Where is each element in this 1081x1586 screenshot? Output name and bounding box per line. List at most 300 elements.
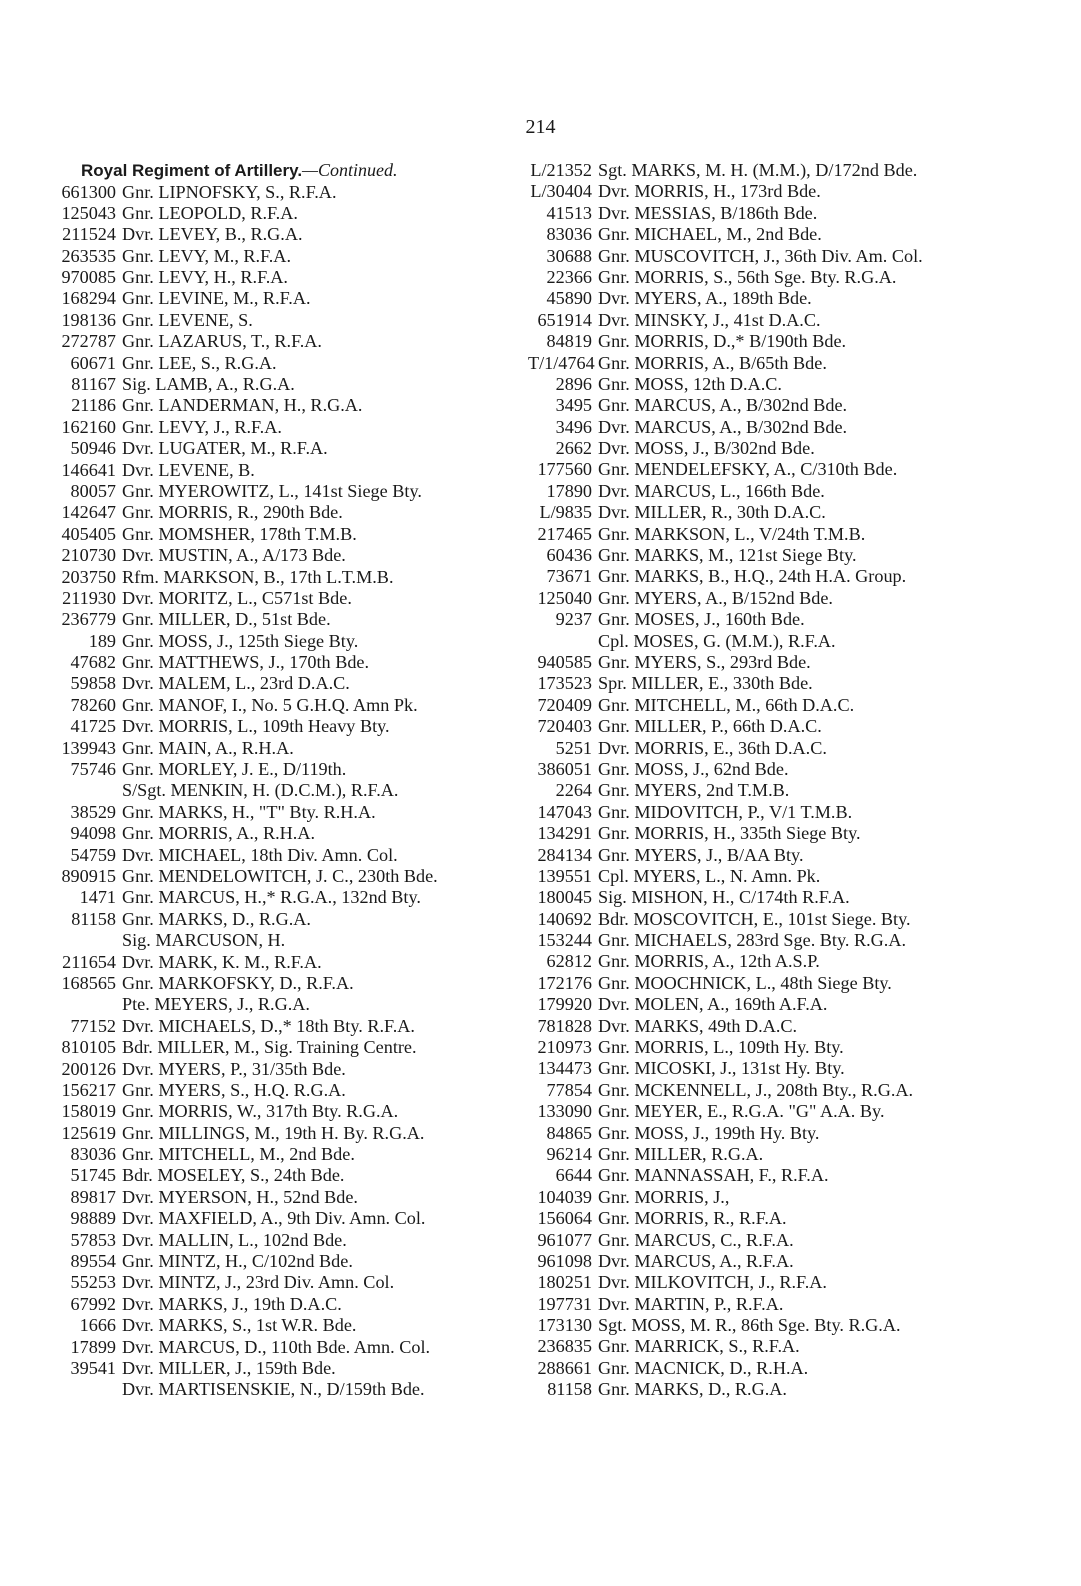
entry-row (38, 759, 528, 780)
entry-row (528, 459, 1028, 480)
entry-row (38, 246, 528, 267)
soldier-entry: Dvr. MILLER, R., 30th D.A.C. (598, 502, 826, 523)
section-heading (38, 160, 528, 182)
service-number: 288661 (537, 1357, 592, 1378)
soldier-entry: Gnr. MOOCHNICK, L., 48th Siege Bty. (598, 972, 892, 993)
entry-row (38, 438, 528, 459)
service-number: 203750 (61, 566, 116, 587)
entry-row (38, 1315, 528, 1336)
entry-row (38, 1272, 528, 1293)
soldier-entry: Gnr. MEYER, E., R.G.A. "G" A.A. By. (598, 1101, 885, 1122)
service-number: 810105 (61, 1037, 116, 1058)
soldier-entry: Dvr. MINTZ, J., 23rd Div. Amn. Col. (122, 1272, 395, 1293)
entry-row (528, 887, 1028, 908)
entry-row (528, 246, 1028, 267)
service-number: 89554 (70, 1251, 116, 1272)
soldier-entry: Gnr. MICHAEL, M., 2nd Bde. (598, 224, 822, 245)
entry-row (528, 524, 1028, 545)
soldier-entry: Gnr. MILLER, D., 51st Bde. (122, 609, 331, 630)
service-number: 54759 (70, 844, 116, 865)
service-number: 59858 (70, 673, 116, 694)
entry-row (38, 353, 528, 374)
soldier-entry: Gnr. MORRIS, W., 317th Bty. R.G.A. (122, 1101, 399, 1122)
entry-row (528, 1358, 1028, 1379)
entry-row (38, 395, 528, 416)
soldier-entry: Dvr. MILKOVITCH, J., R.F.A. (598, 1272, 827, 1293)
soldier-entry: Rfm. MARKSON, B., 17th L.T.M.B. (122, 566, 394, 587)
service-number: 153244 (537, 930, 592, 951)
page-number: 214 (525, 116, 556, 138)
entry-row (38, 652, 528, 673)
service-number: 177560 (537, 459, 592, 480)
soldier-entry: Dvr. MORITZ, L., C571st Bde. (122, 587, 352, 608)
service-number: 73671 (546, 566, 592, 587)
entry-row (38, 374, 528, 395)
soldier-entry: Gnr. MYERS, 2nd T.M.B. (598, 780, 790, 801)
entry-row (38, 267, 528, 288)
entry-row (38, 909, 528, 930)
service-number: 210730 (61, 545, 116, 566)
service-number: 60671 (70, 352, 116, 373)
section-heading-title: Royal Regiment of Artillery. (81, 161, 303, 180)
entry-row (528, 973, 1028, 994)
service-number (38, 1379, 122, 1400)
entry-row (528, 759, 1028, 780)
section-heading-continued: —Continued. (302, 160, 398, 180)
entry-row (38, 631, 528, 652)
soldier-entry: Gnr. MAIN, A., R.H.A. (122, 737, 294, 758)
entry-row (38, 802, 528, 823)
soldier-entry: Gnr. MYEROWITZ, L., 141st Siege Bty. (122, 480, 422, 501)
service-number: 405405 (61, 523, 116, 544)
entry-row (528, 909, 1028, 930)
service-number: 236779 (61, 609, 116, 630)
entry-row (528, 951, 1028, 972)
soldier-entry: Bdr. MOSCOVITCH, E., 101st Siege. Bty. (598, 908, 911, 929)
entry-row (38, 203, 528, 224)
entry-row (38, 224, 528, 245)
service-number: 386051 (537, 758, 592, 779)
service-number: 189 (88, 630, 116, 651)
service-number (528, 631, 598, 652)
service-number: 1666 (79, 1315, 116, 1336)
soldier-entry: Pte. MEYERS, J., R.G.A. (122, 994, 310, 1015)
soldier-entry: Gnr. MORRIS, A., 12th A.S.P. (598, 951, 820, 972)
service-number: 84819 (546, 331, 592, 352)
service-number: 140692 (537, 908, 592, 929)
entry-row (528, 310, 1028, 331)
entry-row (38, 1080, 528, 1101)
entry-row (38, 738, 528, 759)
service-number: 168565 (61, 972, 116, 993)
entry-row (38, 524, 528, 545)
soldier-entry: Gnr. LANDERMAN, H., R.G.A. (122, 395, 363, 416)
entry-row (38, 973, 528, 994)
soldier-entry: Gnr. MINTZ, H., C/102nd Bde. (122, 1251, 353, 1272)
soldier-entry: Gnr. LEVENE, S. (122, 309, 253, 330)
soldier-entry: Gnr. MARKS, D., R.G.A. (122, 908, 311, 929)
entry-row (528, 1037, 1028, 1058)
service-number: 217465 (537, 523, 592, 544)
service-number: 210973 (537, 1037, 592, 1058)
soldier-entry: Gnr. MORLEY, J. E., D/119th. (122, 759, 347, 780)
soldier-entry: Gnr. MOSS, J., 62nd Bde. (598, 758, 789, 779)
service-number: 146641 (61, 459, 116, 480)
service-number: 81167 (71, 374, 116, 395)
service-number: 89817 (70, 1186, 116, 1207)
service-number: 57853 (70, 1229, 116, 1250)
entry-row (528, 994, 1028, 1015)
entry-row (528, 1123, 1028, 1144)
soldier-entry: Dvr. MORRIS, L., 109th Heavy Bty. (122, 716, 390, 737)
service-number: 55253 (70, 1272, 116, 1293)
soldier-entry: Gnr. MITCHELL, M., 66th D.A.C. (598, 694, 855, 715)
soldier-entry: Gnr. MORRIS, A., B/65th Bde. (598, 352, 827, 373)
entry-row (528, 631, 1028, 652)
entry-row (38, 695, 528, 716)
soldier-entry: Gnr. MYERS, S., 293rd Bde. (598, 651, 811, 672)
right-entry-list (528, 160, 1028, 1401)
entry-row (38, 1294, 528, 1315)
soldier-entry: Gnr. MYERS, S., H.Q. R.G.A. (122, 1079, 346, 1100)
service-number: L/9835 (539, 502, 592, 523)
entry-row (528, 224, 1028, 245)
service-number: 198136 (61, 309, 116, 330)
entry-row (38, 673, 528, 694)
soldier-entry: Dvr. MORRIS, H., 173rd Bde. (598, 181, 821, 202)
entry-row (38, 1337, 528, 1358)
entry-row (38, 1208, 528, 1229)
soldier-entry: Gnr. LIPNOFSKY, S., R.F.A. (122, 181, 337, 202)
service-number: 147043 (537, 801, 592, 822)
entry-row (528, 1058, 1028, 1079)
soldier-entry: Gnr. MUSCOVITCH, J., 36th Div. Am. Col. (598, 245, 923, 266)
soldier-entry: Gnr. LEVY, M., R.F.A. (122, 245, 291, 266)
service-number: 970085 (61, 267, 116, 288)
soldier-entry: Dvr. MOSS, J., B/302nd Bde. (598, 438, 815, 459)
service-number: 197731 (537, 1293, 592, 1314)
soldier-entry: Dvr. MAXFIELD, A., 9th Div. Amn. Col. (122, 1208, 426, 1229)
soldier-entry: Gnr. MORRIS, J., (598, 1186, 730, 1207)
entry-row (528, 1230, 1028, 1251)
entry-row (38, 288, 528, 309)
service-number: 162160 (61, 416, 116, 437)
service-number: 179920 (537, 994, 592, 1015)
soldier-entry: Gnr. MENDELEFSKY, A., C/310th Bde. (598, 459, 898, 480)
service-number: 961098 (537, 1250, 592, 1271)
soldier-entry: Dvr. LEVENE, B. (122, 459, 255, 480)
service-number: 17899 (70, 1336, 116, 1357)
left-column (38, 160, 528, 1401)
soldier-entry: Dvr. MINSKY, J., 41st D.A.C. (598, 309, 821, 330)
entry-row (528, 545, 1028, 566)
soldier-entry: Gnr. MORRIS, R., 290th Bde. (122, 502, 343, 523)
entry-row (38, 780, 528, 801)
service-number: 173130 (537, 1315, 592, 1336)
entry-row (38, 481, 528, 502)
service-number: 78260 (70, 694, 116, 715)
service-number: 720403 (537, 716, 592, 737)
service-number: 38529 (70, 801, 116, 822)
soldier-entry: Sig. MISHON, H., C/174th R.F.A. (598, 887, 850, 908)
entry-row (528, 1101, 1028, 1122)
soldier-entry: Gnr. MARKSON, L., V/24th T.M.B. (598, 523, 866, 544)
entry-row (38, 866, 528, 887)
entry-row (38, 609, 528, 630)
soldier-entry: Dvr. LUGATER, M., R.F.A. (122, 438, 328, 459)
entry-row (38, 1037, 528, 1058)
soldier-entry: Dvr. MARKS, S., 1st W.R. Bde. (122, 1315, 357, 1336)
entry-row (528, 1016, 1028, 1037)
entry-row (528, 823, 1028, 844)
service-number: T/1/4764 (528, 352, 595, 373)
soldier-entry: Dvr. MARTIN, P., R.F.A. (598, 1293, 784, 1314)
soldier-entry: Cpl. MYERS, L., N. Amn. Pk. (598, 865, 821, 886)
entry-row (528, 866, 1028, 887)
soldier-entry: Gnr. MARCUS, H.,* R.G.A., 132nd Bty. (122, 887, 421, 908)
soldier-entry: Gnr. MILLINGS, M., 19th H. By. R.G.A. (122, 1122, 425, 1143)
service-number: 77854 (546, 1079, 592, 1100)
service-number: 125043 (61, 202, 116, 223)
service-number: 62812 (546, 951, 592, 972)
service-number: 17890 (546, 480, 592, 501)
service-number: 142647 (61, 502, 116, 523)
entry-row (38, 1165, 528, 1186)
service-number: 9237 (555, 609, 592, 630)
soldier-entry: Gnr. MARCUS, C., R.F.A. (598, 1229, 794, 1250)
service-number: 661300 (61, 181, 116, 202)
service-number: 104039 (537, 1186, 592, 1207)
soldier-entry: Gnr. MOSS, J., 199th Hy. Bty. (598, 1122, 820, 1143)
entry-row (528, 1187, 1028, 1208)
entry-row (528, 160, 1028, 181)
service-number: 156064 (537, 1208, 592, 1229)
service-number: 3495 (555, 395, 592, 416)
service-number: 139551 (537, 865, 592, 886)
soldier-entry: Gnr. LEOPOLD, R.F.A. (122, 202, 298, 223)
service-number: 39541 (70, 1357, 116, 1378)
soldier-entry: Gnr. MARKS, D., R.G.A. (598, 1379, 787, 1400)
soldier-entry: Dvr. MARTISENSKIE, N., D/159th Bde. (122, 1379, 425, 1400)
service-number: 96214 (546, 1143, 592, 1164)
service-number: 50946 (70, 438, 116, 459)
soldier-entry: Gnr. MORRIS, S., 56th Sge. Bty. R.G.A. (598, 266, 897, 287)
soldier-entry: Dvr. MESSIAS, B/186th Bde. (598, 202, 818, 223)
soldier-entry: Gnr. MORRIS, L., 109th Hy. Bty. (598, 1037, 844, 1058)
entry-row (38, 545, 528, 566)
service-number: 272787 (61, 331, 116, 352)
soldier-entry: Gnr. MARKOFSKY, D., R.F.A. (122, 972, 354, 993)
service-number: 173523 (537, 673, 592, 694)
service-number: 1471 (79, 887, 116, 908)
entry-row (38, 952, 528, 973)
soldier-entry: Gnr. MORRIS, R., R.F.A. (598, 1208, 787, 1229)
soldier-entry: Gnr. MOSES, J., 160th Bde. (598, 609, 805, 630)
soldier-entry: Dvr. MARCUS, L., 166th Bde. (598, 480, 825, 501)
entry-row (528, 1080, 1028, 1101)
entry-row (528, 395, 1028, 416)
entry-row (528, 738, 1028, 759)
soldier-entry: S/Sgt. MENKIN, H. (D.C.M.), R.F.A. (122, 780, 399, 801)
soldier-entry: Dvr. MARCUS, A., R.F.A. (598, 1250, 794, 1271)
entry-row (38, 1101, 528, 1122)
service-number: 30688 (546, 245, 592, 266)
soldier-entry: Dvr. MYERS, A., 189th Bde. (598, 288, 812, 309)
soldier-entry: Gnr. MICHAELS, 283rd Sge. Bty. R.G.A. (598, 930, 907, 951)
soldier-entry: Dvr. MOLEN, A., 169th A.F.A. (598, 994, 828, 1015)
entry-row (38, 1144, 528, 1165)
soldier-entry: Gnr. MYERS, J., B/AA Bty. (598, 844, 804, 865)
service-number: 60436 (546, 545, 592, 566)
entry-row (528, 1294, 1028, 1315)
entry-row (38, 460, 528, 481)
service-number: 180251 (537, 1272, 592, 1293)
service-number: 651914 (537, 309, 592, 330)
entry-row (528, 181, 1028, 202)
entry-row (38, 845, 528, 866)
soldier-entry: Dvr. MARKS, J., 19th D.A.C. (122, 1293, 342, 1314)
entry-row (528, 1336, 1028, 1357)
entry-row (38, 994, 528, 1015)
service-number: 84865 (546, 1122, 592, 1143)
soldier-entry: Gnr. MARCUS, A., B/302nd Bde. (598, 395, 848, 416)
entry-row (38, 930, 528, 951)
service-number: 133090 (537, 1101, 592, 1122)
service-number: 80057 (70, 480, 116, 501)
entry-row (528, 1144, 1028, 1165)
soldier-entry: Sgt. MARKS, M. H. (M.M.), D/172nd Bde. (598, 160, 918, 180)
entry-row (38, 1123, 528, 1144)
entry-row (38, 716, 528, 737)
soldier-entry: Gnr. MARRICK, S., R.F.A. (598, 1336, 800, 1357)
service-number: 940585 (537, 651, 592, 672)
entry-row (528, 1315, 1028, 1336)
soldier-entry: Gnr. MATTHEWS, J., 170th Bde. (122, 652, 370, 673)
entry-row (528, 502, 1028, 523)
service-number: 21186 (71, 395, 116, 416)
service-number: 67992 (70, 1293, 116, 1314)
service-number (38, 780, 122, 801)
entry-row (528, 288, 1028, 309)
soldier-entry: Bdr. MILLER, M., Sig. Training Centre. (122, 1037, 417, 1058)
entry-row (528, 374, 1028, 395)
service-number: 720409 (537, 694, 592, 715)
service-number: 75746 (70, 759, 116, 780)
soldier-entry: Dvr. MICHAELS, D.,* 18th Bty. R.F.A. (122, 1015, 415, 1036)
soldier-entry: Dvr. MILLER, J., 159th Bde. (122, 1357, 336, 1378)
service-number: 2662 (555, 438, 592, 459)
soldier-entry: Dvr. MUSTIN, A., A/173 Bde. (122, 545, 346, 566)
service-number: 2896 (555, 373, 592, 394)
entry-row (38, 588, 528, 609)
soldier-entry: Gnr. MOMSHER, 178th T.M.B. (122, 523, 357, 544)
soldier-entry: Gnr. LAZARUS, T., R.F.A. (122, 331, 322, 352)
soldier-entry: Sgt. MOSS, M. R., 86th Sge. Bty. R.G.A. (598, 1315, 901, 1336)
soldier-entry: Gnr. MITCHELL, M., 2nd Bde. (122, 1144, 355, 1165)
left-entry-list (38, 182, 528, 1401)
service-number: 125619 (61, 1122, 116, 1143)
soldier-entry: Sig. MARCUSON, H. (122, 930, 286, 951)
service-number: 180045 (537, 887, 592, 908)
entry-row (38, 1379, 528, 1400)
entry-row (38, 567, 528, 588)
service-number: 41513 (546, 202, 592, 223)
service-number: 200126 (61, 1058, 116, 1079)
service-number: 890915 (61, 866, 116, 886)
entry-row (528, 267, 1028, 288)
service-number: 98889 (70, 1208, 116, 1229)
soldier-entry: Gnr. MORRIS, A., R.H.A. (122, 823, 316, 844)
entry-row (528, 802, 1028, 823)
soldier-entry: Dvr. MARCUS, A., B/302nd Bde. (598, 416, 848, 437)
entry-row (528, 331, 1028, 352)
service-number (38, 930, 122, 951)
service-number (38, 994, 122, 1015)
right-column (528, 160, 1028, 1401)
service-number: 3496 (555, 416, 592, 437)
soldier-entry: Gnr. LEE, S., R.G.A. (122, 352, 277, 373)
soldier-entry: Dvr. MYERS, P., 31/35th Bde. (122, 1058, 346, 1079)
service-number: 47682 (70, 652, 116, 673)
entry-row (528, 588, 1028, 609)
entry-row (38, 887, 528, 908)
entry-row (528, 481, 1028, 502)
service-number: 81158 (547, 1379, 592, 1400)
entry-row (528, 609, 1028, 630)
entry-row (528, 652, 1028, 673)
soldier-entry: Gnr. MARKS, M., 121st Siege Bty. (598, 545, 857, 566)
entry-row (38, 1187, 528, 1208)
service-number: 172176 (537, 972, 592, 993)
service-number: 83036 (546, 224, 592, 245)
entry-row (528, 203, 1028, 224)
service-number: 81158 (71, 908, 116, 929)
entry-row (38, 502, 528, 523)
service-number: 156217 (61, 1079, 116, 1100)
entry-row (528, 438, 1028, 459)
soldier-entry: Gnr. MICOSKI, J., 131st Hy. Bty. (598, 1058, 845, 1079)
entry-row (38, 1059, 528, 1080)
soldier-entry: Sig. LAMB, A., R.G.A. (122, 374, 295, 395)
entry-row (528, 695, 1028, 716)
service-number: 284134 (537, 844, 592, 865)
soldier-entry: Gnr. MORRIS, D.,* B/190th Bde. (598, 331, 847, 352)
entry-row (528, 845, 1028, 866)
service-number: L/21352 (530, 160, 592, 180)
soldier-entry: Bdr. MOSELEY, S., 24th Bde. (122, 1165, 345, 1186)
service-number: 781828 (537, 1015, 592, 1036)
soldier-entry: Gnr. MOSS, 12th D.A.C. (598, 373, 782, 394)
entry-row (528, 716, 1028, 737)
service-number: 125040 (537, 587, 592, 608)
soldier-entry: Gnr. MENDELOWITCH, J. C., 230th Bde. (122, 866, 438, 886)
soldier-entry: Dvr. MORRIS, E., 36th D.A.C. (598, 737, 827, 758)
soldier-entry: Gnr. MARKS, H., "T" Bty. R.H.A. (122, 801, 376, 822)
soldier-entry: Spr. MILLER, E., 330th Bde. (598, 673, 813, 694)
soldier-entry: Gnr. MACNICK, D., R.H.A. (598, 1357, 809, 1378)
soldier-entry: Cpl. MOSES, G. (M.M.), R.F.A. (598, 630, 836, 651)
service-number: 94098 (70, 823, 116, 844)
soldier-entry: Gnr. LEVY, J., R.F.A. (122, 416, 282, 437)
soldier-entry: Dvr. MICHAEL, 18th Div. Amn. Col. (122, 844, 398, 865)
entry-row (38, 1230, 528, 1251)
soldier-entry: Gnr. MILLER, R.G.A. (598, 1143, 764, 1164)
entry-row (528, 780, 1028, 801)
service-number: 77152 (70, 1015, 116, 1036)
soldier-entry: Gnr. MARKS, B., H.Q., 24th H.A. Group. (598, 566, 907, 587)
service-number: 139943 (61, 737, 116, 758)
service-number: 961077 (537, 1229, 592, 1250)
